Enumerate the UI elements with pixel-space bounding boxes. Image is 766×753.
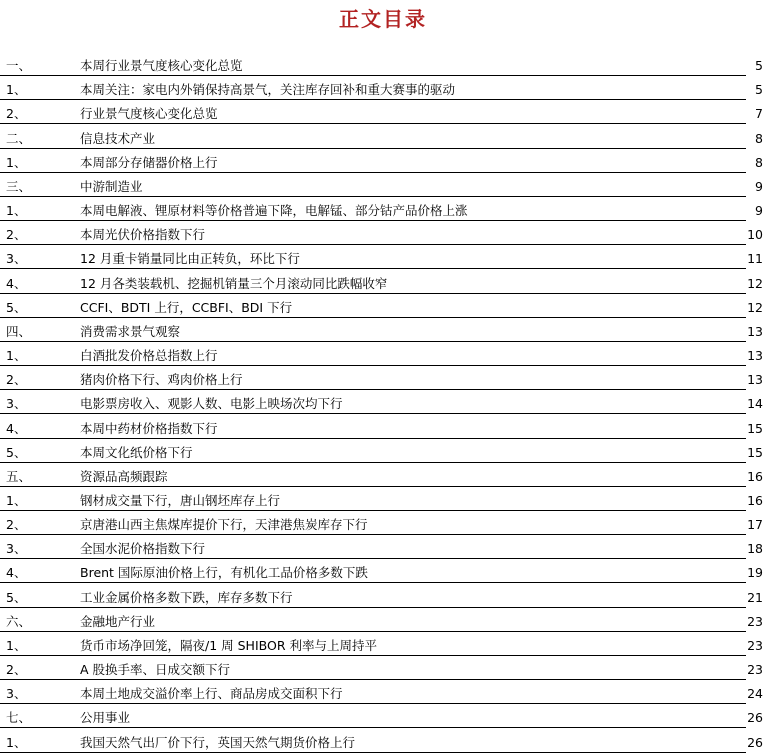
toc-entry-title[interactable]: 本周部分存储器价格上行	[80, 154, 218, 170]
toc-entry[interactable]	[0, 390, 766, 414]
toc-entry-number: 5、	[6, 589, 27, 605]
toc-entry[interactable]	[0, 173, 766, 197]
toc-entry-page-number[interactable]: 18	[747, 541, 763, 557]
toc-entry-page-number[interactable]: 12	[747, 299, 763, 315]
toc-entry-title[interactable]: 本周中药材价格指数下行	[80, 420, 218, 436]
toc-entry-number: 2、	[6, 517, 27, 533]
toc-entry-title[interactable]: 信息技术产业	[80, 130, 156, 146]
toc-entry[interactable]	[0, 366, 766, 390]
toc-entry-number: 七、	[6, 710, 32, 726]
toc-entry[interactable]	[0, 680, 766, 704]
toc-entry-number: 三、	[6, 178, 32, 194]
toc-entry-title[interactable]: 金融地产行业	[80, 613, 156, 629]
toc-entry[interactable]	[0, 124, 766, 148]
toc-entry[interactable]	[0, 318, 766, 342]
toc-entry[interactable]	[0, 439, 766, 463]
toc-entry[interactable]	[0, 463, 766, 487]
toc-entry-title[interactable]: A 股换手率、日成交额下行	[80, 662, 231, 678]
toc-entry-title[interactable]: 公用事业	[80, 710, 131, 726]
toc-entry-number: 5、	[6, 299, 27, 315]
toc-entry[interactable]	[0, 704, 766, 728]
toc-entry[interactable]	[0, 559, 766, 583]
toc-entry-number: 2、	[6, 662, 27, 678]
toc-entry-title[interactable]: 电影票房收入、观影人数、电影上映场次均下行	[80, 396, 343, 412]
toc-entry[interactable]	[0, 608, 766, 632]
toc-entry-title[interactable]: 猪肉价格下行、鸡肉价格上行	[80, 372, 243, 388]
toc-entry-number: 五、	[6, 468, 32, 484]
toc-entry-number: 2、	[6, 372, 27, 388]
toc-entry-page-number[interactable]: 8	[755, 130, 763, 146]
toc-entry-title[interactable]: 本周光伏价格指数下行	[80, 227, 206, 243]
toc-entry-page-number[interactable]: 5	[755, 82, 763, 98]
toc-entry-page-number[interactable]: 26	[747, 734, 763, 750]
toc-entry-title[interactable]: Brent 国际原油价格上行，有机化工品价格多数下跌	[80, 565, 368, 581]
toc-entry-number: 二、	[6, 130, 32, 146]
page-title: 正文目录	[339, 7, 427, 31]
toc-entry-title[interactable]: 全国水泥价格指数下行	[80, 541, 206, 557]
toc-entry-page-number[interactable]: 12	[747, 275, 763, 291]
toc-entry-title[interactable]: 中游制造业	[80, 178, 143, 194]
toc-entry-title[interactable]: 12 月重卡销量同比由正转负，环比下行	[80, 251, 300, 267]
table-of-contents	[0, 52, 766, 753]
toc-entry-page-number[interactable]: 14	[747, 396, 763, 412]
toc-entry-title[interactable]: 资源品高频跟踪	[80, 468, 168, 484]
toc-entry[interactable]	[0, 245, 766, 269]
toc-entry[interactable]	[0, 511, 766, 535]
toc-entry[interactable]	[0, 728, 766, 752]
toc-entry-page-number[interactable]: 10	[747, 227, 763, 243]
toc-entry-number: 4、	[6, 275, 27, 291]
toc-entry-title[interactable]: 钢材成交量下行，唐山钢坯库存上行	[80, 492, 281, 508]
toc-entry-page-number[interactable]: 23	[747, 662, 763, 678]
toc-entry-page-number[interactable]: 16	[747, 468, 763, 484]
toc-entry-underline	[0, 752, 746, 753]
toc-entry-number: 3、	[6, 686, 27, 702]
toc-entry-title[interactable]: 我国天然气出厂价下行，英国天然气期货价格上行	[80, 734, 356, 750]
toc-entry-number: 一、	[6, 58, 32, 74]
toc-entry-number: 四、	[6, 323, 32, 339]
toc-entry-page-number[interactable]: 9	[755, 203, 763, 219]
toc-entry-title[interactable]: 工业金属价格多数下跌，库存多数下行	[80, 589, 293, 605]
toc-entry-page-number[interactable]: 13	[747, 372, 763, 388]
toc-entry-number: 六、	[6, 613, 32, 629]
toc-entry[interactable]	[0, 632, 766, 656]
toc-entry-page-number[interactable]: 23	[747, 637, 763, 653]
toc-entry[interactable]	[0, 52, 766, 76]
toc-entry-number: 1、	[6, 348, 27, 364]
toc-entry-title[interactable]: 本周行业景气度核心变化总览	[80, 58, 243, 74]
toc-entry[interactable]	[0, 535, 766, 559]
toc-entry[interactable]	[0, 294, 766, 318]
toc-entry[interactable]	[0, 149, 766, 173]
toc-entry[interactable]	[0, 197, 766, 221]
toc-entry[interactable]	[0, 100, 766, 124]
toc-entry-number: 4、	[6, 420, 27, 436]
toc-entry-page-number[interactable]: 23	[747, 613, 763, 629]
toc-entry-title[interactable]: 货币市场净回笼，隔夜/1 周 SHIBOR 利率与上周持平	[80, 637, 377, 653]
toc-entry-page-number[interactable]: 13	[747, 323, 763, 339]
toc-entry-page-number[interactable]: 16	[747, 492, 763, 508]
toc-entry-page-number[interactable]: 26	[747, 710, 763, 726]
toc-entry[interactable]	[0, 487, 766, 511]
toc-entry[interactable]	[0, 221, 766, 245]
toc-entry-number: 3、	[6, 541, 27, 557]
toc-entry[interactable]	[0, 583, 766, 607]
toc-entry-number: 1、	[6, 154, 27, 170]
toc-entry[interactable]	[0, 269, 766, 293]
toc-entry-page-number[interactable]: 7	[755, 106, 763, 122]
toc-entry-title[interactable]: 京唐港山西主焦煤库提价下行，天津港焦炭库存下行	[80, 517, 368, 533]
toc-entry-title[interactable]: 本周关注：家电内外销保持高景气，关注库存回补和重大赛事的驱动	[80, 82, 456, 98]
toc-entry-number: 2、	[6, 106, 27, 122]
toc-entry-page-number[interactable]: 17	[747, 517, 763, 533]
toc-entry-page-number[interactable]: 15	[747, 444, 763, 460]
toc-entry-number: 1、	[6, 734, 27, 750]
toc-entry-page-number[interactable]: 15	[747, 420, 763, 436]
toc-entry[interactable]	[0, 342, 766, 366]
toc-entry-number: 2、	[6, 227, 27, 243]
toc-entry-number: 5、	[6, 444, 27, 460]
toc-entry-number: 1、	[6, 203, 27, 219]
toc-entry-number: 1、	[6, 637, 27, 653]
toc-entry-number: 1、	[6, 82, 27, 98]
toc-entry-title[interactable]: 消费需求景气观察	[80, 323, 181, 339]
toc-entry-page-number[interactable]: 13	[747, 348, 763, 364]
toc-entry-title[interactable]: 本周土地成交溢价率上行、商品房成交面积下行	[80, 686, 343, 702]
toc-entry[interactable]	[0, 414, 766, 438]
toc-entry-number: 1、	[6, 492, 27, 508]
toc-entry-number: 3、	[6, 396, 27, 412]
toc-entry-page-number[interactable]: 19	[747, 565, 763, 581]
toc-entry-title[interactable]: 本周电解液、锂原材料等价格普遍下降，电解锰、部分钴产品价格上涨	[80, 203, 468, 219]
toc-entry-page-number[interactable]: 21	[747, 589, 763, 605]
toc-entry-title[interactable]: 本周文化纸价格下行	[80, 444, 193, 460]
toc-entry-number: 3、	[6, 251, 27, 267]
toc-entry[interactable]	[0, 656, 766, 680]
toc-entry-title[interactable]: 12 月各类装载机、挖掘机销量三个月滚动同比跌幅收窄	[80, 275, 388, 291]
toc-entry-title[interactable]: 行业景气度核心变化总览	[80, 106, 218, 122]
toc-entry-page-number[interactable]: 11	[747, 251, 763, 267]
toc-entry[interactable]	[0, 76, 766, 100]
toc-entry-title[interactable]: CCFI、BDTI 上行，CCBFI、BDI 下行	[80, 299, 293, 315]
toc-entry-page-number[interactable]: 8	[755, 154, 763, 170]
toc-entry-number: 4、	[6, 565, 27, 581]
toc-entry-page-number[interactable]: 24	[747, 686, 763, 702]
toc-entry-page-number[interactable]: 5	[755, 58, 763, 74]
toc-entry-page-number[interactable]: 9	[755, 178, 763, 194]
toc-entry-title[interactable]: 白酒批发价格总指数上行	[80, 348, 218, 364]
